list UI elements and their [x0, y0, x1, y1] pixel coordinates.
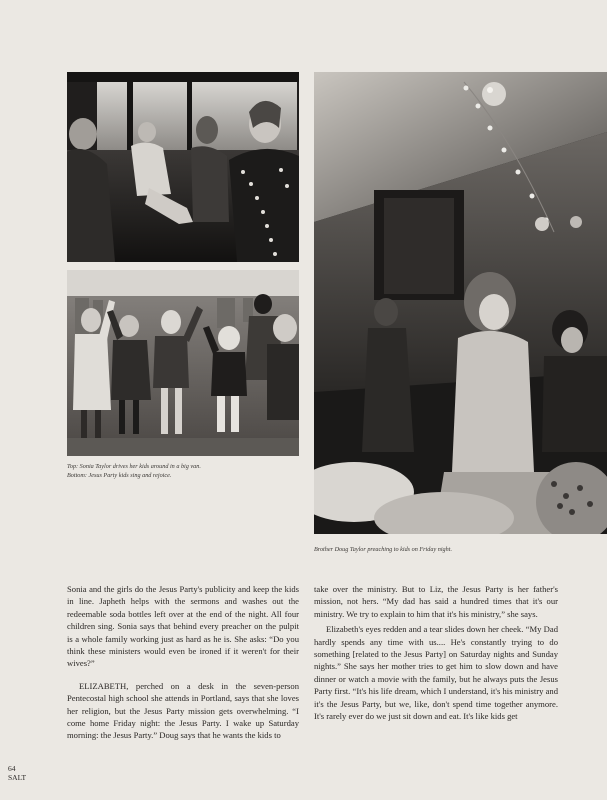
article-paragraph: take over the ministry. But to Liz, the Jesus Party is her father's mission, not hers. “My dad has said a hundred times that it's our ministry. We try to explain to him that it's his ministry,” she says. [314, 584, 558, 619]
photo-kids-singing [67, 270, 299, 456]
photo-caption-left [67, 462, 299, 480]
page-folio [8, 765, 26, 782]
article-column-right [314, 583, 558, 722]
kids-photo-drawing [67, 270, 299, 456]
van-photo-drawing [67, 72, 299, 262]
publication-name: SALT [8, 772, 27, 782]
article-column-left [67, 583, 299, 742]
article-paragraph: Elizabeth's eyes redden and a tear slides down her cheek. “My Dad hardly spends any time with us.... He's constantly trying to do something [related to the Jesus Party] on Saturday nights and Sunday nights.” She says her mother tries to get him to slow down and have dinner or watch a movie with the family, but he always puts the Jesus Party first. “It's his life dream, which I understand, it's his ministry and it's the Jesus Party, but we, like, don't spend time together anymore. It's rarely ever do we just sit down and eat. It's like kids get [314, 624, 558, 722]
article-paragraph: Sonia and the girls do the Jesus Party's publicity and keep the kids in line. Japheth helps with the sermons and washes out the redeemable soda bottles left over at the end of the night. All four children sing. Sonia says that behind every preacher on the pulpit is a whole family working just as hard as he is. She asks: “Do you think these ministers would even be ironed if it weren't for their wives?” [67, 584, 299, 669]
photo-caption-right: Brother Doug Taylor preaching to kids on Friday night. [314, 546, 453, 553]
photo-van-driving [67, 72, 299, 262]
page-number: 64 [8, 764, 16, 773]
article-paragraph: ELIZABETH, perched on a desk in the seven-person Pentecostal high school she attends in Portland, says that she loves her religion, but the Jesus Party mission gets overwhelming. “I come home Friday night: the Jesus Party. I wake up Saturday morning: the Jesus Party.” Doug says that he wants the kids to [67, 680, 299, 741]
photo-preaching-night [314, 72, 607, 534]
church-photo-drawing [314, 72, 607, 534]
caption-top: Top: Sonia Taylor drives her kids around in a big van. [67, 463, 201, 470]
caption-bottom: Bottom: Jesus Party kids sing and rejoice. [67, 472, 172, 479]
